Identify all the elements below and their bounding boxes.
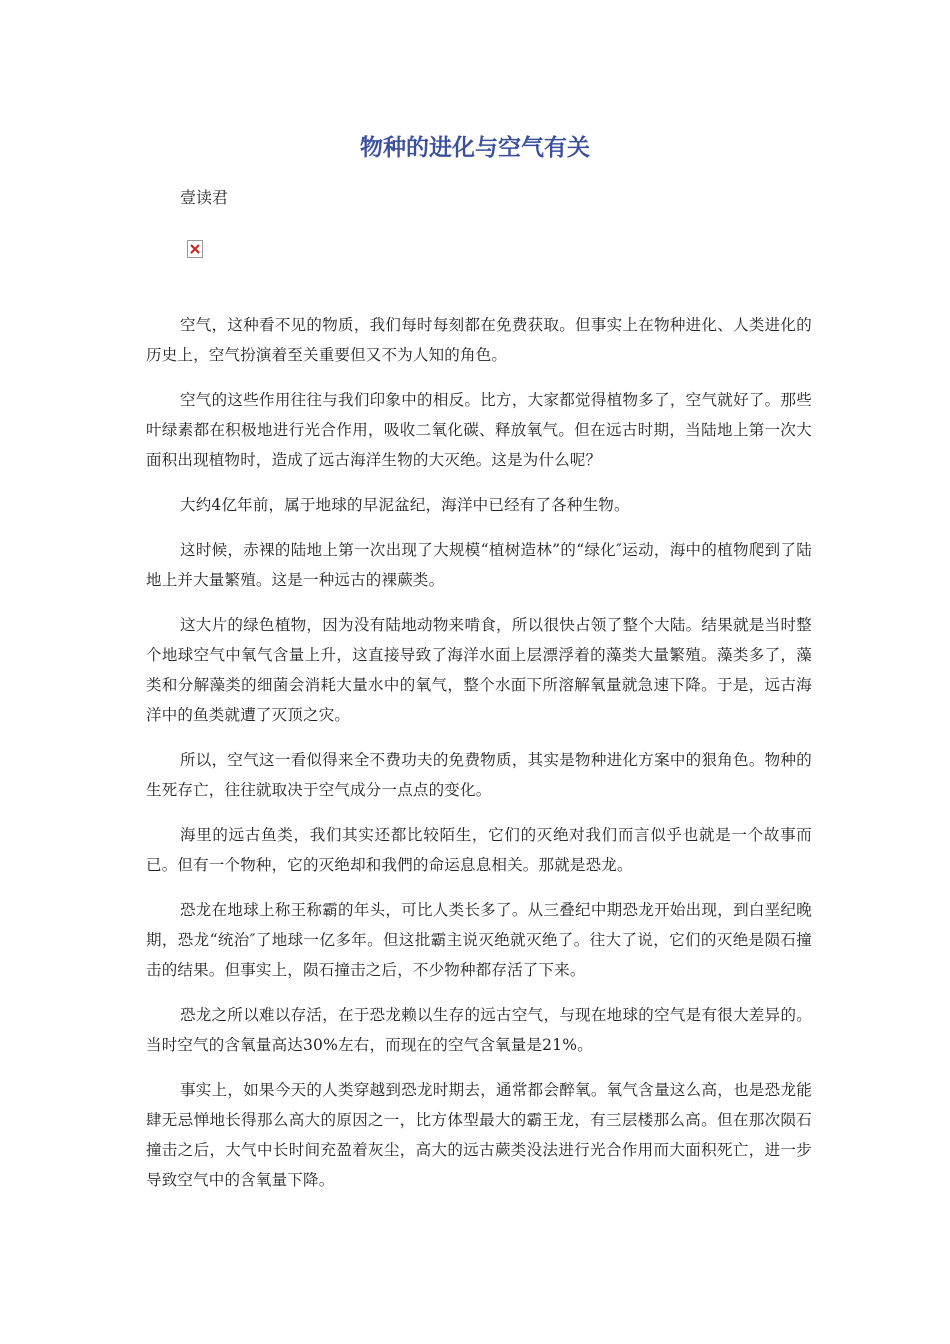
broken-image-icon	[187, 240, 203, 258]
paragraph: 大约4亿年前，属于地球的早泥盆纪，海洋中已经有了各种生物。	[180, 496, 630, 514]
paragraph: 恐龙在地球上称王称霸的年头，可比人类长多了。从三叠纪中期恐龙开始出现，到白垩纪晚期，恐龙“统治″了地球一亿多年。但这批霸主说灭绝就灭绝了。往大了说，它们的灭绝是陨石撞击的结果。但事实上，陨石撞击之后，不少物种都存活了下来。	[146, 901, 812, 979]
close-icon	[190, 244, 200, 254]
paragraph: 这时候，赤裸的陆地上第一次出现了大规模“植树造林”的“绿化″运动，海中的植物爬到了陆地上并大量繁殖。这是一种远古的裸蕨类。	[146, 541, 812, 589]
article-body	[146, 310, 812, 1210]
paragraph: 空气，这种看不见的物质，我们每时每刻都在免费获取。但事实上在物种进化、人类进化的历史上，空气扮演着至关重要但又不为人知的角色。	[146, 316, 812, 364]
paragraph: 事实上，如果今天的人类穿越到恐龙时期去，通常都会醉氧。氧气含量这么高，也是恐龙能肆无忌惮地长得那么高大的原因之一，比方体型最大的霸王龙，有三层楼那么高。但在那次陨石撞击之后，大气中长时间充盈着灰尘，高大的远古蕨类没法进行光合作用而大面积死亡，进一步导致空气中的含氧量下降。	[146, 1081, 812, 1189]
paragraph: 所以，空气这一看似得来全不费功夫的免费物质，其实是物种进化方案中的狠角色。物种的生死存亡，往往就取决于空气成分一点点的变化。	[146, 751, 812, 799]
paragraph: 空气的这些作用往往与我们印象中的相反。比方，大家都觉得植物多了，空气就好了。那些叶绿素都在积极地进行光合作用，吸收二氧化碳、释放氧气。但在远古时期，当陆地上第一次大面积出现植物时，造成了远古海洋生物的大灭绝。这是为什么呢？	[146, 391, 812, 469]
paragraph: 这大片的绿色植物，因为没有陆地动物来啃食，所以很快占领了整个大陆。结果就是当时整个地球空气中氧气含量上升，这直接导致了海洋水面上层漂浮着的藻类大量繁殖。藻类多了，藻类和分解藻类的细菌会消耗大量水中的氧气，整个水面下所溶解氧量就急速下降。于是，远古海洋中的鱼类就遭了灭顶之灾。	[146, 616, 812, 724]
document-title: 物种的进化与空气有关	[360, 135, 590, 161]
paragraph: 海里的远古鱼类，我们其实还都比较陌生，它们的灭绝对我们而言似乎也就是一个故事而已。但有一个物种，它的灭绝却和我們的命运息息相关。那就是恐龙。	[146, 826, 812, 874]
paragraph: 恐龙之所以难以存活，在于恐龙赖以生存的远古空气，与现在地球的空气是有很大差异的。当时空气的含氧量高达30%左右，而现在的空气含氧量是21%。	[146, 1006, 812, 1054]
author-name: 壹读君	[180, 188, 229, 207]
